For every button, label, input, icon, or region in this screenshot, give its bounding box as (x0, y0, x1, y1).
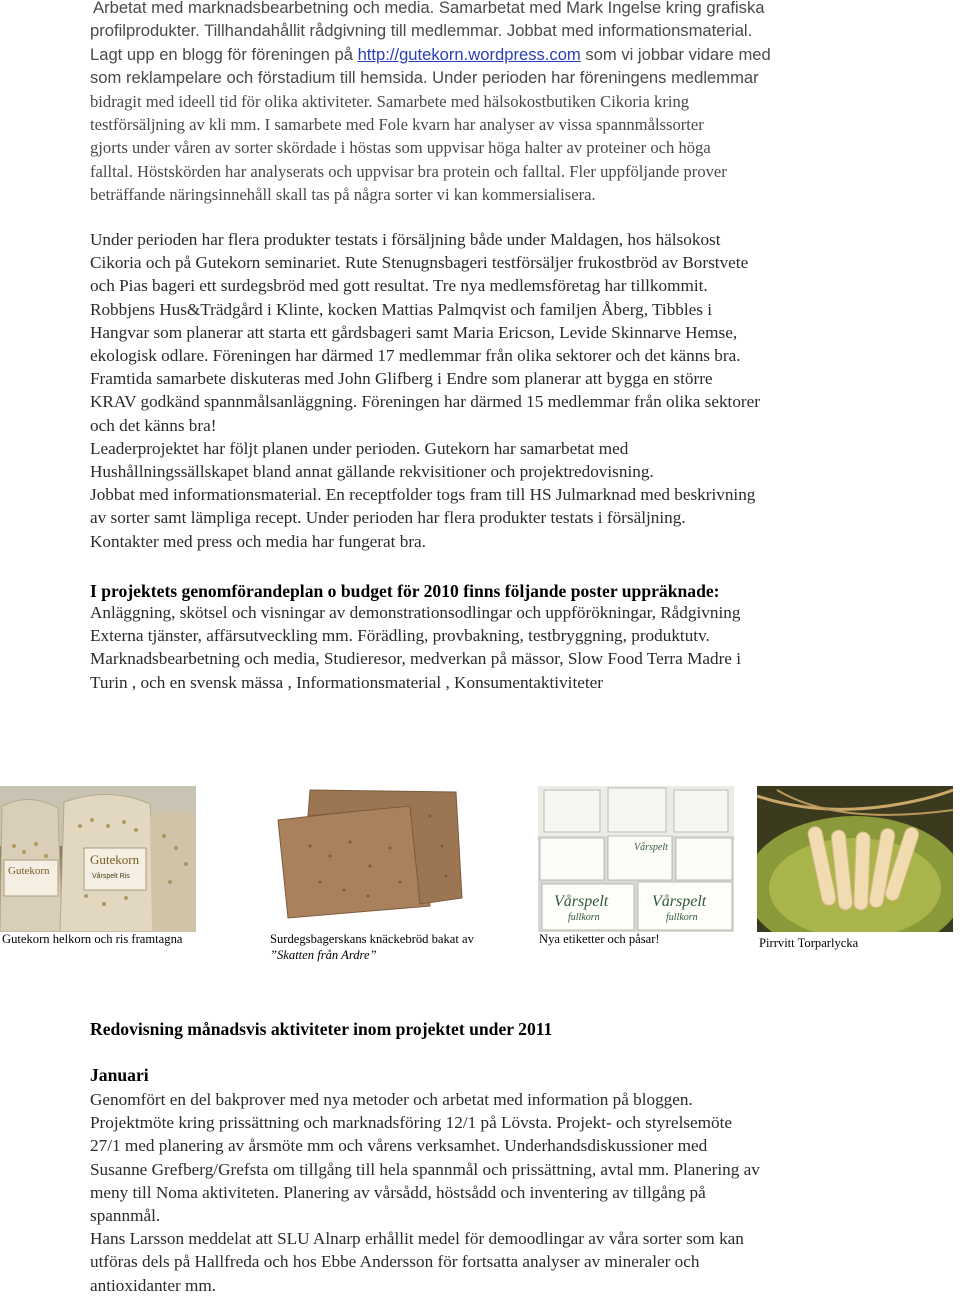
period-line: och Pias bageri ett surdegsbröd med gott resultat. Tre nya medlemsföretag har tillkommit. (90, 276, 708, 296)
period-line: av sorter samt lämpliga recept. Under perioden har flera produkter testats i försäljning. (90, 508, 686, 528)
period-line: Under perioden har flera produkter testats i försäljning både under Maldagen, hos hälsokost (90, 230, 721, 249)
budget-line: Externa tjänster, affärsutveckling mm. Förädling, provbakning, testbryggning, produktutv. (90, 626, 710, 646)
intro-line: profilprodukter. Tillhandahållit rådgivning till medlemmar. Jobbat med informationsmaterial. (90, 21, 753, 41)
period-line: Hushållningssällskapet bland annat gällande rekvisitioner och projektredovisning. (90, 462, 654, 482)
period-line: ekologisk odlare. Föreningen har därmed 17 medlemmar från olika sektorer och det känns bra. (90, 346, 741, 366)
intro-line: testförsäljning av kli mm. I samarbete med Fole kvarn har analyser av vissa spannmålssorter (90, 115, 704, 135)
period-line: Jobbat med informationsmaterial. En receptfolder togs fram till HS Julmarknad med beskrivning (90, 485, 756, 505)
january-line: utföras dels på Hallfreda och hos Ebbe Andersson för fortsatta analyser av mineraler och (90, 1252, 700, 1272)
photo-caption: Gutekorn helkorn och ris framtagna (2, 932, 183, 946)
photo-caption (270, 931, 474, 963)
blog-link[interactable]: http://gutekorn.wordpress.com (357, 44, 581, 64)
january-line: Genomfört en del bakprover med nya metoder och arbetat med information på bloggen. (90, 1090, 693, 1109)
photo-caption: Nya etiketter och påsar! (539, 932, 660, 946)
budget-line: Marknadsbearbetning och media, Studieresor, medverkan på mässor, Slow Food Terra Madre i (90, 649, 742, 669)
bag-label-text: Vårspelt (652, 893, 707, 910)
january-line: antioxidanter mm. (90, 1275, 217, 1295)
period-paragraph (90, 228, 890, 553)
period-line: Robbjens Hus&Trädgård i Klinte, kocken Mattias Palmqvist och familjen Åberg, Tibbles i (90, 299, 713, 319)
january-paragraph (90, 1088, 890, 1297)
month-heading: Januari (90, 1065, 149, 1085)
january-line: 27/1 med planering av årsmöte mm och vårens verksamhet. Underhandsdiskussioner med (90, 1136, 708, 1156)
january-line: Projektmöte kring prissättning och marknadsföring 12/1 på Lövsta. Projekt- och styrelsemöte (90, 1113, 733, 1133)
photo-caption-italic: ”Skatten från Ardre” (270, 948, 377, 962)
period-line: Leaderprojektet har följt planen under perioden. Gutekorn har samarbetat med (90, 438, 629, 458)
intro-line: Arbetat med marknadsbearbetning och media. Samarbetat med Mark Ingelse kring grafiska (93, 0, 765, 17)
photo-caption: Pirrvitt Torparlycka (759, 936, 859, 950)
intro-line: beträffande näringsinnehåll skall tas på några sorter vi kan kommersialisera. (90, 185, 596, 205)
period-line: KRAV godkänd spannmålsanläggning. Föreningen har därmed 15 medlemmar från olika sektorer (90, 392, 760, 412)
photo-caption-text: Surdegsbagerskans knäckebröd bakat av (270, 932, 474, 946)
budget-line: Anläggning, skötsel och visningar av demonstrationsodlingar och uppförökningar, Rådgivning (90, 603, 741, 622)
bag-label-text: Gutekorn (90, 852, 140, 867)
crispbread-photo (270, 786, 466, 932)
bag-label-text: Gutekorn (8, 865, 50, 877)
intro-line: som reklampelare och förstadium till hemsida. Under perioden har föreningens medlemmar (90, 68, 759, 88)
intro-line: gjorts under våren av sorter skördade i höstas som uppvisar höga halter av proteiner och höga (90, 138, 711, 158)
january-line: Susanne Grefberg/Grefsta om tillgång till hela spannmål och prissättning, avtal mm. Planering av (90, 1159, 760, 1179)
flour-bags-photo (538, 786, 734, 932)
period-line: och det känns bra! (90, 415, 217, 435)
period-line: Cikoria och på Gutekorn seminariet. Rute Stenugnsbageri testförsäljer frukostbröd av Borstvete (90, 253, 749, 273)
period-line: Framtida samarbete diskuteras med John Glifberg i Endre som planerar att bygga en större (90, 369, 713, 389)
pastry-plate-photo (757, 786, 953, 932)
intro-line: falltal. Höstskörden har analyserats och uppvisar bra protein och falltal. Fler uppföljande prover (90, 161, 727, 181)
grain-bags-photo (0, 786, 196, 932)
period-line: Hangvar som planerar att starta ett gårdsbageri samt Maria Ericson, Levide Skinnarve Hemse, (90, 322, 738, 342)
intro-line: bidragit med ideell tid för olika aktiviteter. Samarbete med hälsokostbutiken Cikoria kring (90, 91, 690, 111)
bag-label-text: Vårspelt (554, 893, 609, 910)
january-line: spannmål. (90, 1206, 161, 1226)
intro-text: Lagt upp en blogg för föreningen på (90, 44, 358, 64)
intro-line-with-link (90, 43, 890, 66)
budget-heading: I projektets genomförandeplan o budget för 2010 finns följande poster uppräknade: (90, 581, 720, 601)
january-line: Hans Larsson meddelat att SLU Alnarp erhållit medel för demoodlingar av våra sorter som kan (90, 1229, 744, 1249)
bag-label-text: fullkorn (666, 912, 698, 923)
section-title: Redovisning månadsvis aktiviteter inom projektet under 2011 (90, 1019, 553, 1039)
bag-label-text: Vårspelt (634, 842, 668, 853)
bag-label-text: fullkorn (568, 912, 600, 923)
bag-label-text: Vårspelt Ris (92, 873, 130, 880)
budget-paragraph (90, 601, 890, 694)
january-line: meny till Noma aktiviteten. Planering av vårsådd, höstsådd och inventering av tillgång på (90, 1182, 706, 1202)
period-line: Kontakter med press och media har fungerat bra. (90, 531, 426, 551)
intro-text: som vi jobbar vidare med (580, 44, 771, 64)
budget-line: Turin , och en svensk mässa , Informationsmaterial , Konsumentaktiviteter (90, 672, 603, 692)
intro-paragraph (90, 0, 890, 207)
